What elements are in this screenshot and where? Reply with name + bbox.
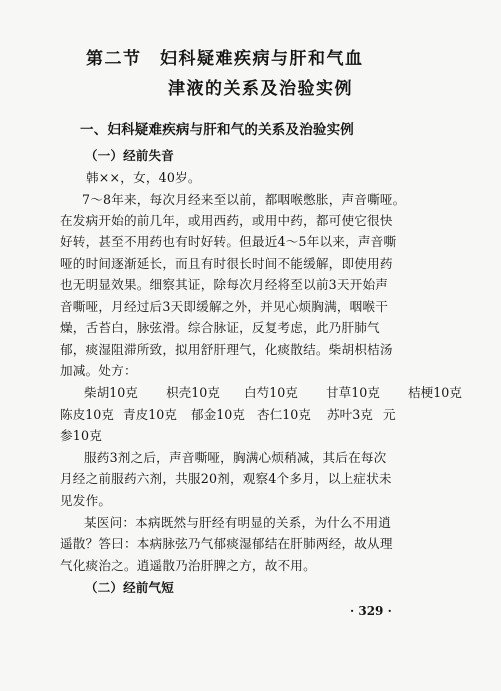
para1-line-6: 音嘶哑，月经过后3天即缓解之外，并见心烦胸满，咽喉干 [60,299,389,314]
section-heading: 一、妇科疑难疾病与肝和气的关系及治验实例 [80,122,354,138]
para3-line-2: 遥散？答曰：本病脉弦乃气郁痰湿郁结在肝肺两经，故从理 [60,536,393,551]
chapter-heading-line-2: 津液的关系及治验实例 [168,79,353,99]
herb-item: 杏仁10克 [257,407,311,422]
page-number: · 329 · [350,604,392,618]
para2-line-3: 见发作。 [60,493,112,508]
prescription-row-2 [60,404,396,423]
herb-item: 苏叶3克 [327,407,373,422]
prescription-row-3: 参10克 [60,428,103,443]
para3-line-3: 气化痰治之。逍遥散乃治肝脾之方，故不用。 [60,558,316,573]
para1-line-7: 燥，舌苔白，脉弦滑。综合脉证，反复考虑，此乃肝肺气 [60,320,380,335]
case-line: 韩××，女，40岁。 [86,170,201,185]
para1-line-3: 好转，甚至不用药也有时好转。但最近4～5年以来，声音嘶 [60,234,397,249]
para2-line-2: 月经之前服药六剂，共服20剂，观察4个多月，以上症状未 [60,471,392,486]
herb-item: 枳壳10克 [166,385,220,400]
herb-item: 元 [383,407,396,422]
para1-line-9: 加减。处方： [60,363,137,378]
para1-line-2: 在发病开始的前几年，或用西药，或用中药，都可使它很快 [60,213,393,228]
chapter-heading-line-1: 第二节 妇科疑难疾病与肝和气血 [86,49,364,69]
herb-item: 陈皮10克 [60,407,114,422]
herb-item: 柴胡10克 [84,385,138,400]
subsection-heading-2: （二）经前气短 [85,580,174,595]
para1-line-8: 郁，痰湿阻滞所致，拟用舒肝理气，化痰散结。柴胡枳桔汤 [60,342,393,357]
herb-item: 青皮10克 [123,407,177,422]
herb-item: 甘草10克 [326,385,380,400]
para1-line-4: 哑的时间逐渐延长，而且有时很长时间不能缓解，即使用药 [60,256,393,271]
para1-line-5: 也无明显效果。细察其证，除每次月经将至以前3天开始声 [60,277,389,292]
para2-line-1: 服药3剂之后，声音嘶哑，胸满心烦稍减，其后在每次 [84,450,387,465]
subsection-heading-1: （一）经前失音 [85,148,174,163]
herb-item: 郁金10克 [191,407,245,422]
prescription-row-1 [84,382,462,401]
herb-item: 桔梗10克 [408,385,462,400]
para1-line-1: 7～8年来，每次月经来至以前，都咽喉憋胀，声音嘶哑。 [82,192,406,207]
herb-item: 白芍10克 [244,385,298,400]
para3-line-1: 某医问：本病既然与肝经有明显的关系，为什么不用逍 [84,515,392,530]
